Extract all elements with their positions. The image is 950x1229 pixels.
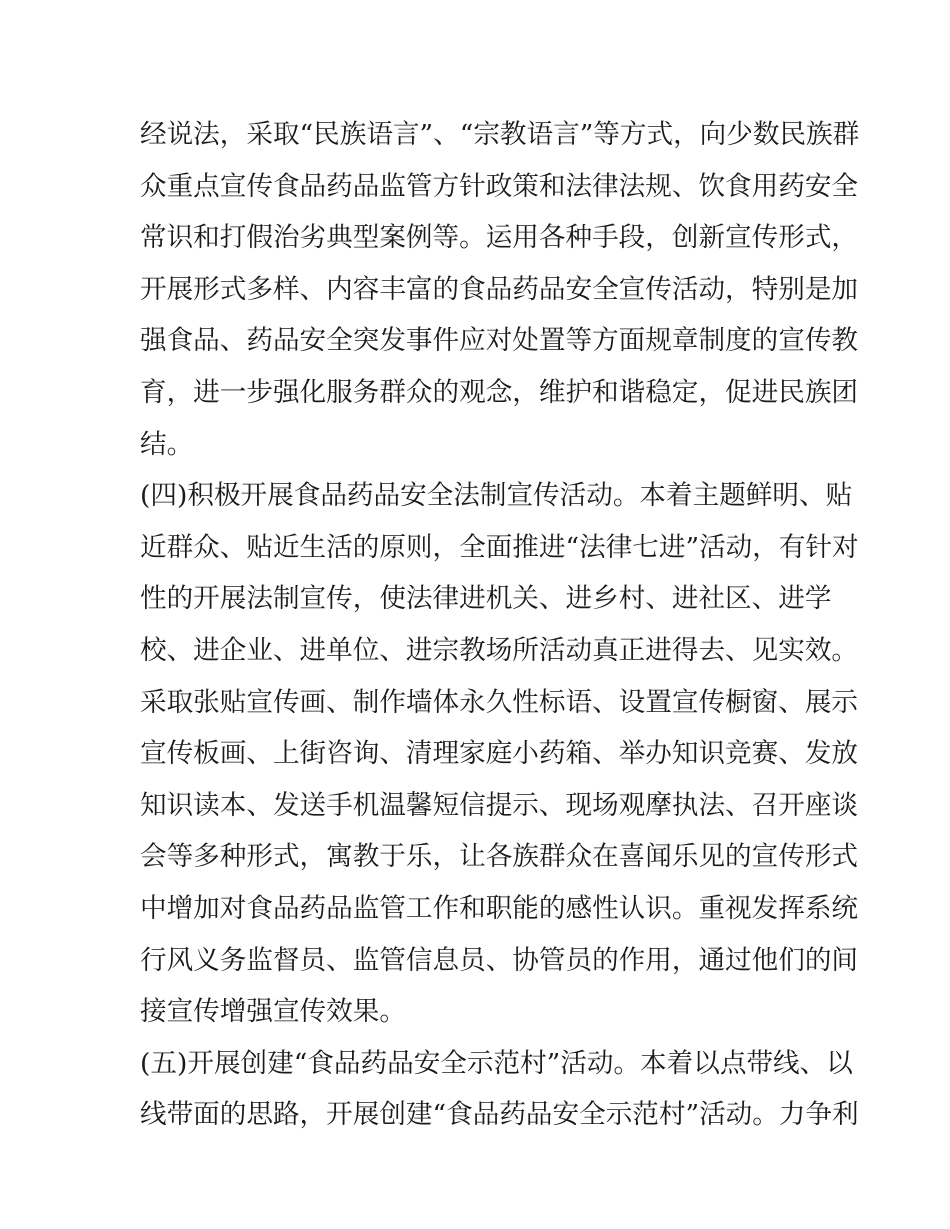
text-line: 采取张贴宣传画、制作墙体永久性标语、设置宣传橱窗、展示 [140,686,859,718]
text-line: 强食品、药品安全突发事件应对处置等方面规章制度的宣传教 [140,325,859,357]
text-line: 开展形式多样、内容丰富的食品药品安全宣传活动，特别是加 [140,273,859,305]
text-line: 宣传板画、上街咨询、清理家庭小药箱、举办知识竞赛、发放 [140,738,859,770]
text-line: 近群众、贴近生活的原则，全面推进“法律七进”活动，有针对 [140,531,859,563]
text-line: 线带面的思路，开展创建“食品药品安全示范村”活动。力争利 [140,1099,859,1131]
text-line: 结。 [140,428,194,460]
text-line: 知识读本、发送手机温馨短信提示、现场观摩执法、召开座谈 [140,789,859,821]
text-line: 行风义务监督员、监管信息员、协管员的作用，通过他们的间 [140,944,859,976]
text-line: 常识和打假治劣典型案例等。运用各种手段，创新宣传形式， [140,222,859,254]
text-line: 中增加对食品药品监管工作和职能的感性认识。重视发挥系统 [140,892,859,924]
text-line: 众重点宣传食品药品监管方针政策和法律法规、饮食用药安全 [140,170,859,202]
text-line: 经说法，采取“民族语言”、“宗教语言”等方式，向少数民族群 [140,119,860,150]
text-line: 会等多种形式，寓教于乐，让各族群众在喜闻乐见的宣传形式 [140,841,859,873]
text-line: 接宣传增强宣传效果。 [140,996,406,1028]
text-line: 性的开展法制宣传，使法律进机关、进乡村、进社区、进学 [140,583,832,615]
text-line: 校、进企业、进单位、进宗教场所活动真正进得去、见实效。 [140,634,859,666]
section-heading-line: (四)积极开展食品药品安全法制宣传活动。本着主题鲜明、贴 [140,480,853,512]
body-text [140,109,860,1141]
text-line: 育，进一步强化服务群众的观念，维护和谐稳定，促进民族团 [140,376,859,408]
section-heading-line: (五)开展创建“食品药品安全示范村”活动。本着以点带线、以 [140,1047,853,1079]
